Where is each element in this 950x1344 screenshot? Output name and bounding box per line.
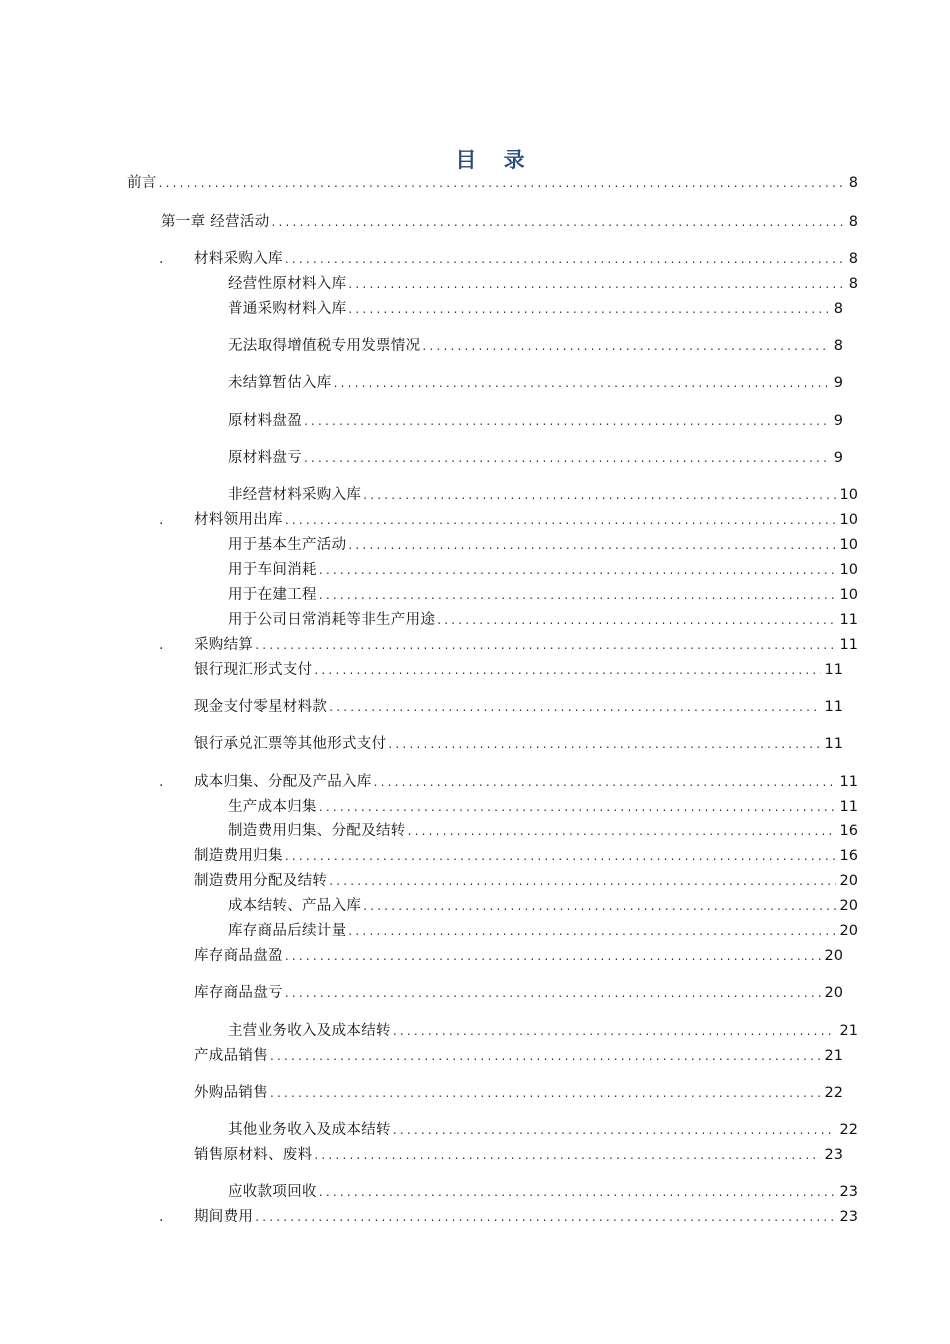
toc-entry[interactable] (161, 212, 858, 232)
toc-entry-label: 库存商品盘亏 (194, 985, 283, 1001)
toc-entry[interactable] (159, 1207, 858, 1227)
toc-entry[interactable] (228, 373, 843, 393)
toc-dot-leader (285, 249, 845, 269)
toc-entry-label: 用于公司日常消耗等非生产用途 (228, 612, 436, 628)
toc-entry-page-number: 22 (824, 1085, 843, 1101)
toc-entry[interactable] (159, 635, 858, 655)
toc-entry-page-number: 22 (839, 1122, 858, 1138)
toc-entry-page-number: 8 (848, 251, 858, 267)
toc-entry-page-number: 20 (839, 923, 858, 939)
toc-entry[interactable] (228, 274, 858, 294)
toc-entry[interactable] (194, 871, 858, 891)
toc-entry-page-number: 8 (833, 301, 843, 317)
toc-dot-leader (374, 772, 836, 792)
toc-entry-label: 制造费用分配及结转 (194, 873, 328, 889)
toc-entry-label: 销售原材料、废料 (194, 1147, 313, 1163)
toc-dot-leader (319, 797, 836, 817)
toc-dot-leader (388, 734, 820, 754)
toc-entry-label: 非经营材料采购入库 (228, 487, 362, 503)
toc-entry-label: 产成品销售 (194, 1048, 268, 1064)
toc-entry[interactable] (228, 610, 858, 630)
toc-entry[interactable] (228, 1021, 858, 1041)
toc-dot-leader (270, 1083, 821, 1103)
toc-entry-label: 现金支付零星材料款 (194, 699, 328, 715)
toc-entry-page-number: 11 (839, 637, 858, 653)
toc-dot-leader (255, 635, 835, 655)
toc-entry-page-number: 20 (824, 985, 843, 1001)
toc-entry-page-number: 21 (824, 1048, 843, 1064)
toc-entry-label: 成本结转、产品入库 (228, 898, 362, 914)
toc-entry-label: 制造费用归集 (194, 848, 283, 864)
toc-entry-bullet: . (159, 1209, 164, 1225)
toc-dot-leader (285, 510, 836, 530)
toc-entry-bullet: . (159, 637, 164, 653)
toc-entry[interactable] (228, 1182, 858, 1202)
toc-entry-page-number: 11 (839, 612, 858, 628)
toc-dot-leader (363, 485, 835, 505)
toc-entry[interactable] (159, 249, 858, 269)
toc-entry-label: 银行现汇形式支付 (194, 662, 313, 678)
toc-entry-page-number: 11 (824, 662, 843, 678)
toc-entry-page-number: 10 (839, 562, 858, 578)
toc-entry-label: 生产成本归集 (228, 799, 317, 815)
toc-dot-leader (363, 896, 835, 916)
toc-dot-leader (319, 1182, 836, 1202)
toc-entry-label: 外购品销售 (194, 1085, 268, 1101)
toc-dot-leader (334, 373, 830, 393)
toc-entry[interactable] (228, 585, 858, 605)
toc-entry-page-number: 10 (839, 537, 858, 553)
toc-dot-leader (314, 1145, 820, 1165)
toc-dot-leader (329, 871, 835, 891)
toc-entry-bullet: . (159, 251, 164, 267)
toc-dot-leader (348, 921, 835, 941)
toc-dot-leader (393, 1120, 836, 1140)
toc-entry-page-number: 10 (839, 512, 858, 528)
toc-entry-bullet: . (159, 512, 164, 528)
toc-entry[interactable] (228, 1120, 858, 1140)
toc-entry-label: 材料领用出库 (194, 512, 283, 528)
toc-dot-leader (408, 821, 836, 841)
toc-entry-page-number: 10 (839, 587, 858, 603)
toc-entry-label: 前言 (127, 175, 157, 191)
toc-entry-page-number: 11 (839, 799, 858, 815)
toc-entry[interactable] (194, 1083, 843, 1103)
toc-entry-page-number: 9 (833, 413, 843, 429)
toc-entry-page-number: 11 (824, 699, 843, 715)
toc-dot-leader (272, 212, 845, 232)
toc-entry[interactable] (228, 821, 858, 841)
toc-dot-leader (393, 1021, 836, 1041)
toc-entry-label: 主营业务收入及成本结转 (228, 1023, 391, 1039)
toc-entry-bullet: . (159, 774, 164, 790)
toc-dot-leader (348, 535, 835, 555)
toc-entry-label: 成本归集、分配及产品入库 (194, 774, 372, 790)
toc-entry-page-number: 11 (839, 774, 858, 790)
toc-entry[interactable] (194, 1145, 843, 1165)
toc-dot-leader (285, 983, 821, 1003)
toc-entry[interactable] (228, 336, 843, 356)
toc-dot-leader (159, 173, 845, 193)
toc-entry[interactable] (228, 896, 858, 916)
toc-dot-leader (348, 274, 844, 294)
toc-entry-page-number: 11 (824, 736, 843, 752)
toc-dot-leader (285, 846, 836, 866)
toc-dot-leader (329, 697, 820, 717)
toc-entry[interactable] (159, 772, 858, 792)
toc-entry-label: 应收款项回收 (228, 1184, 317, 1200)
toc-entry-page-number: 23 (839, 1184, 858, 1200)
toc-entry-page-number: 10 (839, 487, 858, 503)
toc-entry-label: 用于基本生产活动 (228, 537, 347, 553)
toc-title: 目 录 (455, 147, 535, 172)
toc-entry-page-number: 23 (839, 1209, 858, 1225)
toc-entry-label: 银行承兑汇票等其他形式支付 (194, 736, 387, 752)
toc-dot-leader (319, 585, 836, 605)
toc-entry-label: 经营性原材料入库 (228, 276, 347, 292)
toc-entry[interactable] (194, 846, 858, 866)
toc-entry-label: 采购结算 (194, 637, 254, 653)
toc-dot-leader (285, 946, 821, 966)
toc-entry[interactable] (228, 535, 858, 555)
toc-entry-label: 普通采购材料入库 (228, 301, 347, 317)
toc-entry-label: 用于车间消耗 (228, 562, 317, 578)
toc-entry-label: 其他业务收入及成本结转 (228, 1122, 391, 1138)
toc-entry-page-number: 20 (839, 898, 858, 914)
toc-dot-leader (270, 1046, 821, 1066)
toc-entry[interactable] (194, 1046, 843, 1066)
toc-entry-label: 未结算暂估入库 (228, 375, 332, 391)
toc-entry[interactable] (228, 299, 843, 319)
toc-dot-leader (304, 448, 830, 468)
toc-entry-label: 无法取得增值税专用发票情况 (228, 338, 421, 354)
toc-dot-leader (437, 610, 835, 630)
toc-entry[interactable] (194, 983, 843, 1003)
toc-entry[interactable] (228, 921, 858, 941)
toc-entry-page-number: 9 (833, 375, 843, 391)
toc-entry[interactable] (228, 485, 858, 505)
toc-entry-page-number: 8 (848, 276, 858, 292)
toc-entry[interactable] (194, 734, 843, 754)
toc-entry-page-number: 16 (839, 848, 858, 864)
toc-entry[interactable] (228, 797, 858, 817)
toc-entry[interactable] (228, 560, 858, 580)
toc-entry-label: 材料采购入库 (194, 251, 283, 267)
toc-entry-label: 原材料盘亏 (228, 450, 302, 466)
toc-entry[interactable] (228, 448, 843, 468)
toc-entry-page-number: 20 (839, 873, 858, 889)
toc-entry[interactable] (127, 173, 858, 193)
toc-entry-page-number: 8 (848, 214, 858, 230)
toc-entry-page-number: 21 (839, 1023, 858, 1039)
toc-dot-leader (314, 660, 820, 680)
toc-entry-label: 原材料盘盈 (228, 413, 302, 429)
toc-entry-label: 制造费用归集、分配及结转 (228, 823, 406, 839)
toc-entry[interactable] (194, 660, 843, 680)
toc-entry-label: 期间费用 (194, 1209, 254, 1225)
toc-entry-page-number: 9 (833, 450, 843, 466)
toc-entry-page-number: 8 (848, 175, 858, 191)
toc-entry-label: 第一章 经营活动 (161, 214, 270, 230)
toc-entry[interactable] (194, 946, 843, 966)
toc-entry-page-number: 16 (839, 823, 858, 839)
toc-entry-page-number: 20 (824, 948, 843, 964)
toc-entry-page-number: 8 (833, 338, 843, 354)
toc-entry[interactable] (159, 510, 858, 530)
toc-entry-label: 用于在建工程 (228, 587, 317, 603)
toc-entry[interactable] (228, 411, 843, 431)
toc-dot-leader (304, 411, 830, 431)
toc-dot-leader (422, 336, 829, 356)
toc-dot-leader (319, 560, 836, 580)
toc-entry-page-number: 23 (824, 1147, 843, 1163)
toc-dot-leader (348, 299, 829, 319)
toc-entry-label: 库存商品后续计量 (228, 923, 347, 939)
toc-entry-label: 库存商品盘盈 (194, 948, 283, 964)
toc-dot-leader (255, 1207, 835, 1227)
toc-entry[interactable] (194, 697, 843, 717)
